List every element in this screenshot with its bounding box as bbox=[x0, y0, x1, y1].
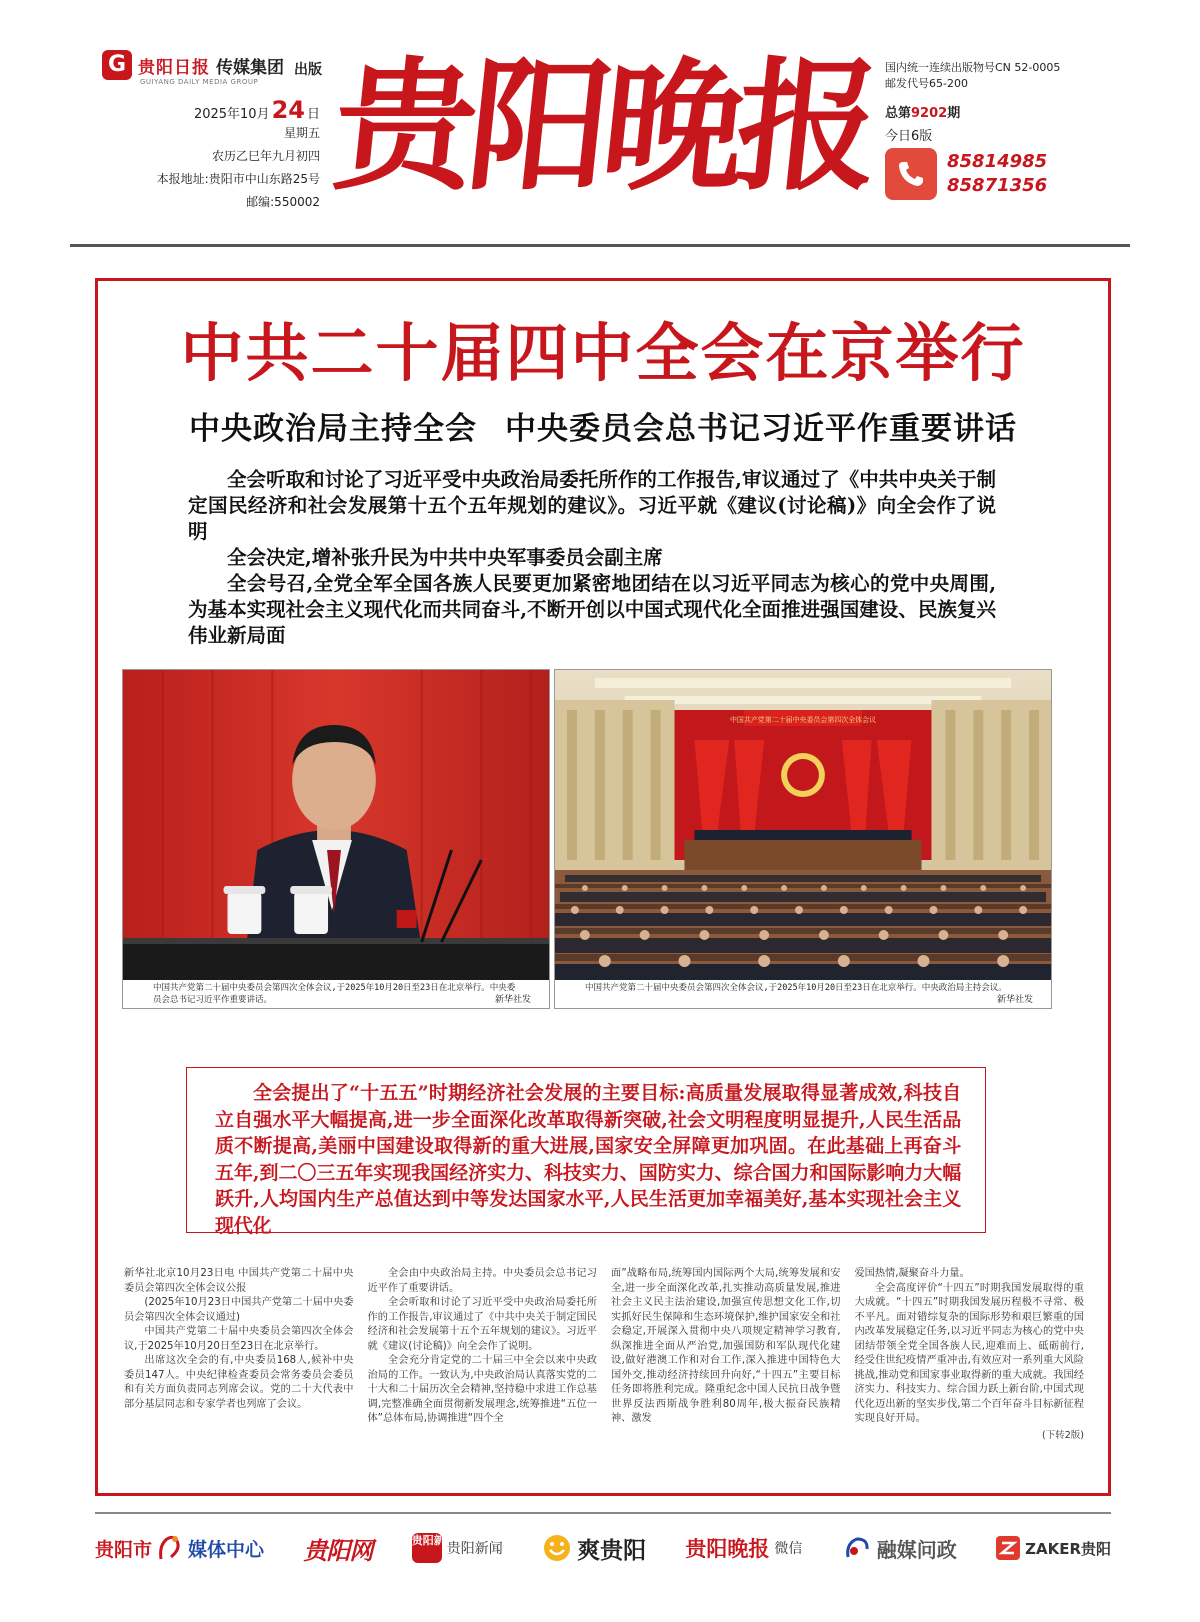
article-paragraph: 爱国热情,凝聚奋斗力量。 bbox=[854, 1268, 970, 1279]
masthead-divider bbox=[70, 244, 1130, 247]
newspaper-title: 贵阳晚报 bbox=[326, 44, 880, 210]
media-center-label: 媒体中心 bbox=[188, 1538, 265, 1561]
phone-number-1[interactable]: 85814985 bbox=[947, 151, 1048, 172]
photo-plenary[interactable] bbox=[554, 669, 1052, 1009]
subheadline bbox=[98, 403, 1108, 448]
article-column-1 bbox=[124, 1267, 354, 1479]
platform-guiyang-net[interactable] bbox=[303, 1531, 372, 1566]
guiyang-news-icon: 贵阳新闻 bbox=[412, 1533, 442, 1563]
lead-story-frame bbox=[95, 278, 1111, 1496]
subheadline-part-1: 中央政治局主持全会 bbox=[189, 411, 477, 447]
media-platforms-bar bbox=[95, 1520, 1111, 1576]
summary-paragraph: 全会决定,增补张升民为中共中央军事委员会副主席 bbox=[227, 546, 663, 569]
postcode: 邮编:550002 bbox=[246, 195, 320, 209]
article-body bbox=[124, 1267, 1084, 1479]
group-name: 贵阳日报 bbox=[138, 57, 210, 78]
platform-wechat[interactable] bbox=[685, 1533, 802, 1563]
article-paragraph: 全会由中央政治局主持。中央委员会总书记习近平作了重要讲话。 bbox=[367, 1268, 597, 1294]
article-paragraph: 全会高度评价“十四五”时期我国发展取得的重大成就。“十四五”时期我国发展历程极不寻常、极不平凡。面对错综复杂的国际形势和艰巨繁重的国内改革发展稳定任务,以习近平同志为核心的党中央团结带领全党全国各族人民,迎难而上、砥砺前行,经受住世纪疫情严重冲击,有效应对一系列重大风险挑战,推动党和国家事业取得新的重大成就。我国经济实力、科技实力、综合国力跃上新台阶,中国式现代化迈出新的坚实步伐,第二个百年奋斗目标新征程实现良好开局。 bbox=[854, 1282, 1084, 1424]
article-paragraph: 中国共产党第二十届中央委员会第四次全体会议,于2025年10月20日至23日在北京举行。 bbox=[124, 1326, 354, 1352]
pages-today: 今日6版 bbox=[885, 129, 933, 144]
weekday: 星期五 bbox=[283, 126, 320, 140]
zaker-icon bbox=[996, 1536, 1020, 1560]
platform-zaker[interactable] bbox=[996, 1536, 1111, 1560]
photo-caption-text: 中国共产党第二十届中央委员会第四次全体会议,于2025年10月20日至23日在北京举行。中央委员会总书记习近平作重要讲话。 bbox=[153, 983, 516, 1005]
date-prefix: 2025年10月 bbox=[193, 107, 270, 122]
article-paragraph: 出席这次全会的有,中央委员168人,候补中央委员147人。中央纪律检查委员会常务委员会委员和有关方面负责同志列席会议。党的二十大代表中部分基层同志和专家学者也列席了会议。 bbox=[124, 1355, 354, 1410]
photo-speaker[interactable] bbox=[122, 669, 550, 1009]
article-column-3 bbox=[611, 1267, 841, 1479]
issue-suffix: 期 bbox=[947, 106, 961, 121]
date-line bbox=[120, 98, 320, 122]
rong-icon bbox=[157, 1533, 183, 1563]
article-column-2 bbox=[368, 1267, 598, 1479]
photo-caption bbox=[555, 980, 1051, 1009]
plenary-photo-image bbox=[555, 670, 1051, 980]
postal-code: 邮发代号65-200 bbox=[885, 77, 968, 90]
article-paragraph: (2025年10月23日中国共产党第二十届中央委员会第四次全体会议通过) bbox=[124, 1297, 354, 1323]
office-address: 本报地址:贵阳市中山东路25号 bbox=[156, 172, 320, 186]
continued-link[interactable]: (下转2版) bbox=[1042, 1429, 1084, 1441]
plenary-banner: 中国共产党第二十届中央委员会第四次全体会议 bbox=[729, 715, 877, 725]
issue-date-block bbox=[120, 98, 320, 210]
speaker-photo-image bbox=[123, 670, 549, 980]
group-suffix: 传媒集团 bbox=[216, 57, 284, 78]
platform-rongmei[interactable] bbox=[842, 1533, 957, 1563]
wechat-suffix: 微信 bbox=[774, 1541, 803, 1557]
shuang-guiyang-label: 爽贵阳 bbox=[577, 1536, 647, 1564]
media-center-city: 贵阳市 bbox=[95, 1538, 153, 1561]
phone-icon bbox=[885, 148, 937, 200]
footer-divider bbox=[95, 1512, 1111, 1514]
photo-caption-text: 中国共产党第二十届中央委员会第四次全体会议,于2025年10月20日至23日在北京举行。中央政治局主持会议。 bbox=[585, 983, 1007, 993]
summary-paragraph: 全会听取和讨论了习近平受中央政治局委托所作的工作报告,审议通过了《中共中央关于制定国民经济和社会发展第十五个五年规划的建议》。习近平就《建议(讨论稿)》向全会作了说明 bbox=[188, 468, 996, 543]
guiyang-news-label: 贵阳新闻 bbox=[446, 1541, 503, 1557]
group-publish: 出版 bbox=[294, 62, 322, 78]
group-name-en: GUIYANG DAILY MEDIA GROUP bbox=[140, 78, 259, 86]
article-column-4 bbox=[855, 1267, 1085, 1479]
issue-number bbox=[885, 102, 1115, 121]
photo-credit: 新华社发 bbox=[494, 995, 531, 1005]
smile-icon bbox=[542, 1533, 572, 1563]
wechat-name: 贵阳晚报 bbox=[685, 1536, 770, 1561]
hotline bbox=[885, 148, 1047, 200]
photo-caption bbox=[123, 980, 549, 1009]
cn-number: 国内统一连续出版物号CN 52-0005 bbox=[885, 61, 1061, 74]
date-suffix: 日 bbox=[306, 107, 320, 122]
zaker-label: ZAKER贵阳 bbox=[1025, 1539, 1111, 1558]
rongmei-label: 融媒问政 bbox=[876, 1537, 957, 1562]
group-logo-icon: G bbox=[102, 50, 132, 80]
goals-text: 全会提出了“十五五”时期经济社会发展的主要目标:高质量发展取得显著成效,科技自立自强水平大幅提高,进一步全面深化改革取得新突破,社会文明程度明显提升,人民生活品质不断提高,美丽中国建设取得新的重大进展,国家安全屏障更加巩固。在此基础上再奋斗五年,到二〇三五年实现我国经济实力、科技实力、国防实力、综合国力和国际影响力大幅跃升,人均国内生产总值达到中等发达国家水平,人民生活更加幸福美好,基本实现社会主义现代化 bbox=[215, 1082, 961, 1237]
article-paragraph: 面”战略布局,统筹国内国际两个大局,统筹发展和安全,进一步全面深化改革,扎实推动高质量发展,推进社会主义民主法治建设,加强宣传思想文化工作,切实抓好民生保障和生态环境保护,维护国家安全和社会稳定,开展深入贯彻中央八项规定精神学习教育,纵深推进全面从严治党,加强国防和军队现代化建设,做好港澳工作和对台工作,深入推进中国特色大国外交,推动经济持续回升向好,“十四五”主要目标任务即将胜利完成。隆重纪念中国人民抗日战争暨世界反法西斯战争胜利80周年,极大振奋民族精神、激发 bbox=[611, 1268, 841, 1424]
issue-number-value: 9202 bbox=[911, 106, 948, 121]
rongmei-icon bbox=[842, 1533, 872, 1563]
platform-guiyang-news[interactable] bbox=[412, 1533, 503, 1563]
phone-number-2[interactable]: 85871356 bbox=[947, 175, 1048, 196]
article-paragraph: 全会听取和讨论了习近平受中央政治局委托所作的工作报告,审议通过了《中共中央关于制定国民经济和社会发展第十五个五年规划的建议》。习近平就《建议(讨论稿)》向全会作了说明。 bbox=[367, 1297, 597, 1352]
summary-paragraph: 全会号召,全党全军全国各族人民要更加紧密地团结在以习近平同志为核心的党中央周围,为基本实现社会主义现代化而共同奋斗,不断开创以中国式现代化全面推进强国建设、民族复兴伟业新局面 bbox=[188, 572, 996, 647]
article-paragraph: 新华社北京10月23日电 中国共产党第二十届中央委员会第四次全体会议公报 bbox=[124, 1268, 354, 1294]
issue-prefix: 总第 bbox=[885, 106, 912, 121]
summary-block bbox=[188, 467, 996, 649]
headline: 中共二十届四中全会在京举行 bbox=[180, 317, 1026, 390]
article-paragraph: 全会充分肯定党的二十届三中全会以来中央政治局的工作。一致认为,中央政治局认真落实党的二十大和二十届历次全会精神,坚持稳中求进工作总基调,完整准确全面贯彻新发展理念,统筹推进“五位一体”总体布局,协调推进“四个全 bbox=[367, 1355, 597, 1424]
platform-shuang-guiyang[interactable] bbox=[542, 1532, 646, 1565]
goals-highlight-box bbox=[186, 1067, 986, 1237]
masthead bbox=[70, 40, 1130, 250]
guiyang-net-label: 贵阳网 bbox=[303, 1536, 373, 1565]
phone-numbers bbox=[947, 150, 1047, 198]
subheadline-part-2: 中央委员会总书记习近平作重要讲话 bbox=[505, 411, 1017, 447]
date-day: 24 bbox=[271, 96, 305, 124]
group-logo[interactable] bbox=[102, 50, 322, 80]
platform-media-center[interactable] bbox=[95, 1533, 264, 1563]
photo-credit: 新华社发 bbox=[996, 995, 1033, 1005]
publication-info bbox=[885, 60, 1115, 144]
lunar-date: 农历乙巳年九月初四 bbox=[211, 149, 320, 163]
